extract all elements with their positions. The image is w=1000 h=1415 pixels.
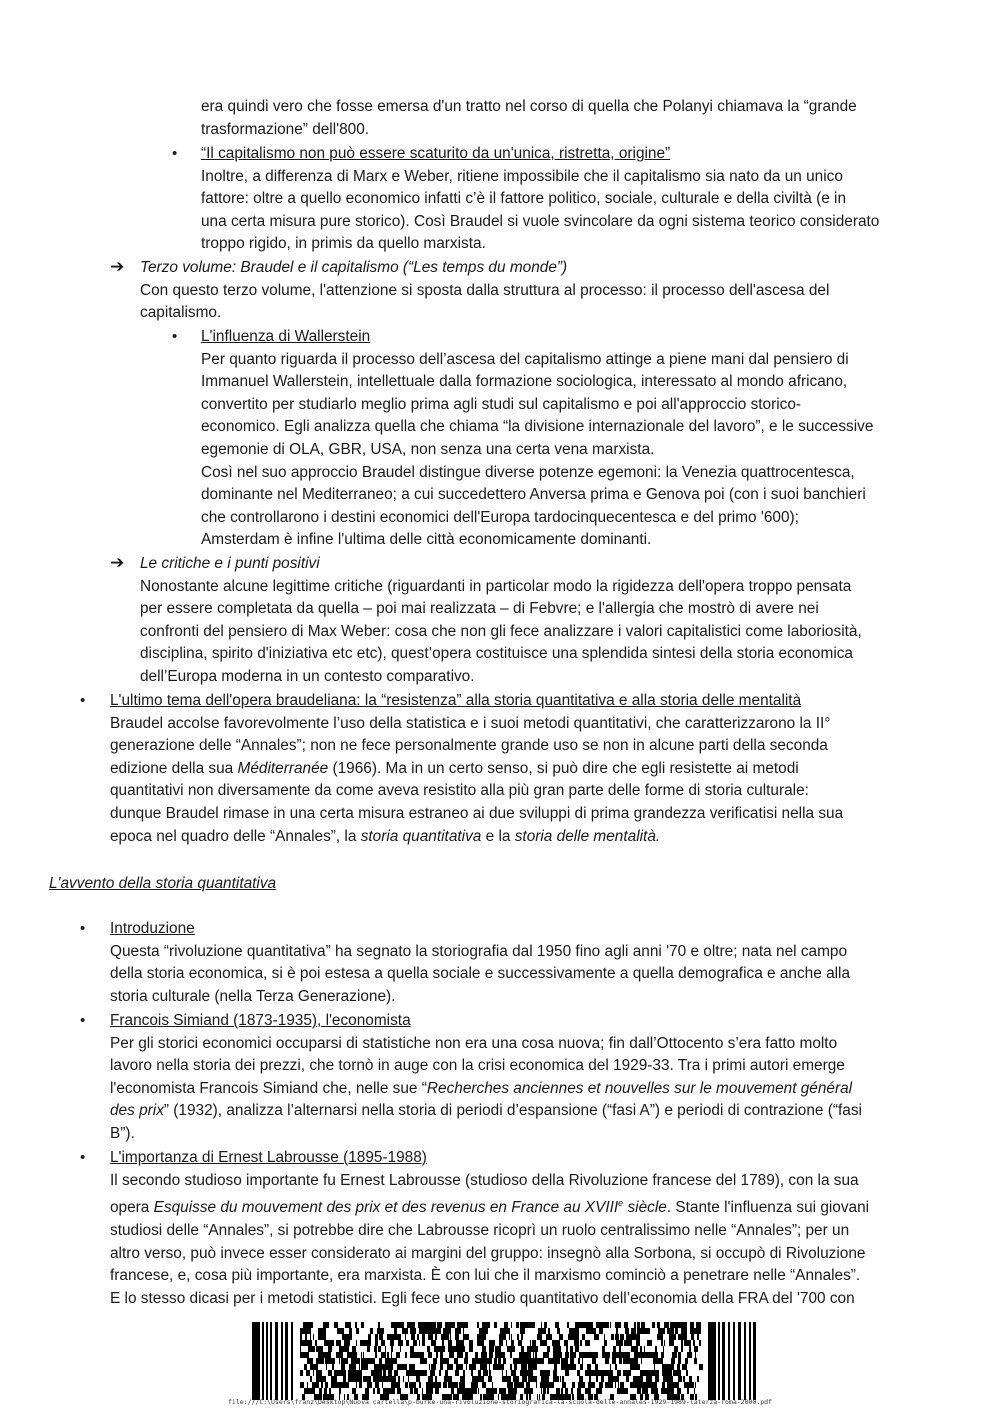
intro-heading: Introduzione: [110, 920, 195, 937]
text-line: [110, 1078, 862, 1101]
text-line: dominante nel Mediterraneo; a cui succedettero Anversa prima e Genova poi (con i suoi banchieri: [201, 486, 866, 504]
text-line: Per quanto riguarda il processo dell’ascesa del capitalismo attinge a piene mani dal pensiero di: [201, 350, 849, 368]
text-line: E lo stesso dicasi per i metodi statistici. Egli fece uno studio quantitativo dell’economia della FRA del '700 con: [110, 1289, 855, 1307]
book-title: siècle: [623, 1199, 667, 1217]
text-line: Amsterdam è infine l'ultima delle città economicamente dominanti.: [201, 531, 652, 549]
emphasis: storia delle mentalità.: [514, 827, 661, 845]
origin-heading: “Il capitalismo non può essere scaturito da un'unica, ristretta, origine”: [201, 145, 671, 162]
text-run: e la: [481, 827, 515, 845]
book-title: Méditerranée: [237, 759, 329, 777]
text-line: generazione delle “Annales”; non ne fece personalmente grande uso se non in alcune parti della seconda: [110, 737, 828, 755]
bullet-icon: •: [172, 328, 178, 345]
bullet-icon: •: [172, 145, 178, 162]
top-paragraph: [201, 96, 857, 141]
text-line: [110, 1100, 862, 1123]
text-line: Il secondo studioso importante fu Ernest Labrousse (studioso della Rivoluzione francese del 1789), con la sua: [110, 1171, 859, 1189]
text-line: lavoro nella storia dei prezzi, che tornò in auge con la crisi economica del 1929-33. Tra i primi autori emerge: [110, 1057, 845, 1075]
text-run: opera: [110, 1199, 154, 1217]
text-line: che controllarono i destini economici dell'Europa tardocinquecentesca e del primo '600);: [201, 508, 799, 526]
emphasis: storia quantitativa: [360, 827, 482, 845]
text-line: per essere completata da quella – poi mai realizzata – di Febvre; e l'allergia che mostrò di avere nei: [140, 600, 819, 618]
text-line: [110, 1192, 869, 1220]
simiand-heading: Francois Simiand (1873-1935), l'economista: [110, 1012, 411, 1029]
barcode-image: [252, 1322, 756, 1400]
text-line: Inoltre, a differenza di Marx e Weber, ritiene impossibile che il capitalismo sia nato da un unico: [201, 167, 843, 185]
text-line: trasformazione” dell'800.: [201, 120, 370, 138]
text-line: Così nel suo approccio Braudel distingue diverse potenze egemoni: la Venezia quattrocentesca,: [201, 463, 855, 481]
text-line: fattore: oltre a quello economico infatti c’è il fattore politico, sociale, culturale e della civiltà (e in: [201, 190, 847, 208]
origin-item: [201, 143, 879, 256]
text-run: edizione della sua: [110, 759, 238, 777]
text-line: convertito per studiarlo meglio prima agli studi sul capitalismo e poi all'approccio storico-: [201, 395, 802, 413]
wallerstein-item: [201, 326, 873, 552]
text-line: Per gli storici economici occuparsi di statistiche non era una cosa nuova; fin dall’Ottocento s’era fatto molto: [110, 1034, 838, 1052]
text-line: francese, e, cosa più importante, era marxista. È con lui che il marxismo cominciò a penetrare nelle “Annales”.: [110, 1267, 861, 1285]
third-volume-item: [140, 257, 829, 325]
last-theme-heading: L'ultimo tema dell'opera braudeliana: la “resistenza” alla storia quantitativa e alla storia delle mentalità: [110, 692, 802, 709]
text-line: dell’Europa moderna in un contesto comparativo.: [140, 667, 475, 685]
text-line: una certa misura pure storico). Così Braudel si vuole svincolare da ogni sistema teorico considerato: [201, 212, 880, 230]
text-run: (1966). Ma in un certo senso, si può dire che egli resistette ai metodi: [328, 759, 799, 777]
text-line: Braudel accolse favorevolmente l’uso della statistica e i suoi metodi quantitativi, che caratterizzarono la II°: [110, 714, 831, 732]
text-line: confronti del pensiero di Max Weber: cosa che non gli fece analizzare i valori capitalistici come laboriosità,: [140, 622, 862, 640]
bullet-icon: •: [80, 1012, 86, 1029]
text-line: egemonie di OLA, GBR, USA, non senza una certa vena marxista.: [201, 440, 655, 458]
labrousse-item: [110, 1147, 869, 1310]
text-run: epoca nel quadro delle “Annales”, la: [110, 827, 361, 845]
text-line: della storia economica, si è poi estesa a quella sociale e successivamente a quella demografica e anche alla: [110, 965, 851, 983]
critiques-heading: Le critiche e i punti positivi: [140, 555, 320, 572]
text-line: Con questo terzo volume, l'attenzione si sposta dalla struttura al processo: il processo dell'ascesa del: [140, 281, 830, 299]
text-run: ” (1932), analizza l’alternarsi nella storia di periodi d’espansione (“fasi A”) e periodi di contrazione (“fasi: [163, 1102, 862, 1120]
simiand-item: [110, 1010, 862, 1146]
text-line: storia culturale (nella Terza Generazione).: [110, 987, 396, 1005]
intro-item: [110, 918, 850, 1008]
book-title: des prix: [110, 1102, 164, 1120]
text-line: studiosi delle “Annales”, si potrebbe dire che Labrousse ricoprì un ruolo centralissimo nelle “Annales”; per un: [110, 1221, 850, 1239]
arrow-icon: ➔: [110, 257, 125, 277]
section-title-block: [49, 873, 276, 896]
text-line: altro verso, può invece esser considerato ai margini del gruppo: insegnò alla Sorbona, si occupò di Rivoluzione: [110, 1244, 866, 1262]
text-line: quantitativi non diversamente da come aveva resistito alla più gran parte delle forme di storia culturale:: [110, 782, 809, 800]
book-title: Recherches anciennes et nouvelles sur le mouvement général: [426, 1079, 853, 1097]
book-title: Esquisse du mouvement des prix et des revenus en France au XVIII: [153, 1199, 619, 1217]
labrousse-heading: L'importanza di Ernest Labrousse (1895-1988): [110, 1149, 427, 1166]
text-line: [110, 826, 843, 849]
text-line: troppo rigido, in primis da quello marxista.: [201, 235, 486, 253]
text-run: l'economista Francois Simiand che, nelle sue “: [110, 1079, 427, 1097]
file-path-footer: file:///C:\Users\franz\Desktop\Nuova cartella\p-burke-una-rivoluzione-storiografica-la-scuola-delle-annales-1929-1989-laterza-roma-2000.pdf: [228, 1398, 772, 1406]
critiques-item: [140, 553, 862, 689]
text-line: dunque Braudel rimase in una certa misura estraneo ai due sviluppi di prima grandezza verificatisi nella sua: [110, 804, 844, 822]
superscript: e: [618, 1198, 624, 1209]
wallerstein-heading: L'influenza di Wallerstein: [201, 328, 371, 345]
arrow-icon: ➔: [110, 553, 125, 573]
text-line: disciplina, spirito d'iniziativa etc etc), quest’opera costituisce una splendida sintesi della storia economica: [140, 645, 853, 663]
bullet-icon: •: [80, 1149, 86, 1166]
text-line: era quindi vero che fosse emersa d'un tratto nel corso di quella che Polanyi chiamava la “grande: [201, 98, 857, 115]
third-volume-heading: Terzo volume: Braudel e il capitalismo (“Les temps du monde”): [140, 259, 568, 276]
bullet-icon: •: [80, 920, 86, 937]
text-line: [110, 758, 843, 781]
section-title: L'avvento della storia quantitativa: [49, 875, 277, 892]
bullet-icon: •: [80, 692, 86, 709]
text-line: capitalismo.: [140, 304, 222, 322]
last-theme-item: [110, 690, 843, 848]
text-line: B”).: [110, 1124, 135, 1142]
text-line: economico. Egli analizza quella che chiama “la divisione internazionale del lavoro”, e le successive: [201, 418, 874, 436]
text-run: . Stante l'influenza sui giovani: [666, 1199, 870, 1217]
text-line: Immanuel Wallerstein, intellettuale dalla formazione sociologica, interessato al mondo africano,: [201, 373, 848, 391]
text-line: Nonostante alcune legittime critiche (riguardanti in particolar modo la rigidezza dell'opera troppo pensata: [140, 577, 852, 595]
text-line: Questa “rivoluzione quantitativa” ha segnato la storiografia dal 1950 fino agli anni '70 e oltre; nata nel campo: [110, 942, 848, 960]
